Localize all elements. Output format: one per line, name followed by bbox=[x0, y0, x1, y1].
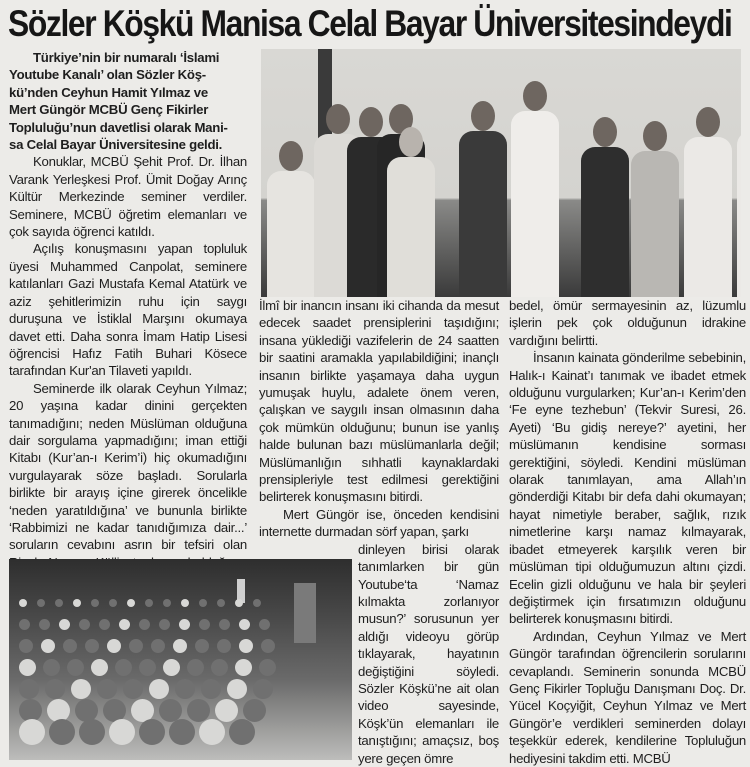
audience-member bbox=[195, 639, 209, 653]
audience-member bbox=[235, 599, 243, 607]
paragraph: Konuklar, MCBÜ Şehit Prof. Dr. İlhan Varank Yerleşkesi Prof. Ümit Doğay Arınç Kültür Merkezinde seminer verdiler. Seminere, MCBÜ öğretim elemanları ve çok sayıda öğrenci katıldı. bbox=[9, 154, 247, 240]
audience-member bbox=[229, 719, 255, 745]
lead-line: Mert Güngör MCBÜ Genç Fikirler bbox=[9, 102, 209, 118]
paragraph: Mert Güngör ise, önceden kendisini internette durmadan sörf yapan, şarkı bbox=[259, 506, 499, 540]
audience-member bbox=[109, 719, 135, 745]
audience-member bbox=[253, 599, 261, 607]
paragraph-wrapped: dinleyen birisi olarak tanımlarken bir gün Youtube‘ta ‘Namaz kılmakta zorlanıyor musun?’ sorusunun yer aldığı videoyu görüp tıklayarak, hayatının değiştiğini söyledi. Sözler Köşkü’ne ait olan video sayesinde, Köşk’ün elemanları ile tanıştığını; amaçsız, boş yere geçen ömre bbox=[358, 541, 499, 766]
person-silhouette bbox=[387, 157, 435, 297]
audience-member bbox=[145, 599, 153, 607]
person-silhouette bbox=[511, 111, 559, 297]
audience-member bbox=[163, 659, 180, 676]
person-head bbox=[696, 107, 720, 137]
audience-member bbox=[127, 599, 135, 607]
audience-member bbox=[139, 719, 165, 745]
audience-member bbox=[199, 619, 210, 630]
audience-member bbox=[85, 639, 99, 653]
audience-member bbox=[19, 619, 30, 630]
audience-member bbox=[179, 619, 190, 630]
audience-member bbox=[139, 659, 156, 676]
audience-member bbox=[19, 679, 39, 699]
paragraph: Açılış konuşmasını yapan topluluk üyesi Muhammed Canpolat, seminere katılanları Gazi Mustafa Kemal Atatürk ve aziz şehitlerimizin ruhu için saygı duruşuna ve İstiklal Marşını okumaya davet etti. Daha sonra İmam Hatip Lisesi öğrencisi Hafız Fatih Buhari Kösece tarafından Kur'an Tilaveti yapıldı. bbox=[9, 241, 247, 379]
person-head bbox=[399, 127, 423, 157]
audience-member bbox=[259, 619, 270, 630]
audience-member bbox=[19, 639, 33, 653]
paragraph: İlmî bir inancın insanı iki cihanda da mesut edecek saadet prensiplerini taşıdığını; insana yüklediği vazifelerin de 24 saatten bir saatini aramakla yapılabildiğini; inançlı insanın birlikte yaşamaya daha uygun yumuşak huylu, adalete önem veren, çalışkan ve saygılı insan olmasının daha çok mümkün olduğunu; bunun ise yanlış halde bulunan bazı müslümanlarla değil; Müslümanlığın sıhhatli kaynaklardaki prensipleriyle test edilmesi gerektiğini belirterek konuşmasını bitirdi. bbox=[259, 298, 499, 505]
person-head bbox=[326, 104, 350, 134]
headline: Sözler Köşkü Manisa Celal Bayar Üniversitesindeydi bbox=[8, 3, 732, 44]
audience-member bbox=[41, 639, 55, 653]
paragraph: İnsanın kainata gönderilme sebebinin, Halık-ı Kainat’ı tanımak ve ibadet etmek olduğunu vurgularken; Kur’an-ı Kerim’den ‘Fe eyne tezhebun’ (Tekvir Suresi, 26. Ayeti) ‘Bu gidiş nereye?’ ayetini, her müslümanın kendisine sorması gerektiğini, söyledi. Kendini müslüman olarak tanımlayan, ama Allah’ın gönderdiği Kitabı bir defa dahi okumayan; hayat nimetiyle beraber, sağlık, rızık nimetlerine karşı namaz kılmayarak, ibadet etmeyerek karşılık veren bir müslüman tipi olduğumuzun altını çizdi. Ecelin gizli olduğunu ve hala bir şeyleri değiştirmek için fırsatımızın olduğunu belirterek konuşmasını bitirdi. bbox=[509, 350, 746, 627]
audience-member bbox=[227, 679, 247, 699]
audience-member bbox=[199, 719, 225, 745]
lead-paragraph bbox=[9, 49, 247, 153]
audience-member bbox=[187, 699, 210, 722]
audience-member bbox=[173, 639, 187, 653]
audience-member bbox=[239, 619, 250, 630]
audience-member bbox=[201, 679, 221, 699]
person-silhouette bbox=[684, 137, 732, 297]
audience-member bbox=[159, 619, 170, 630]
audience-member bbox=[175, 679, 195, 699]
article-column-1 bbox=[9, 49, 247, 589]
person-head bbox=[359, 107, 383, 137]
audience-member bbox=[215, 699, 238, 722]
audience-member bbox=[45, 679, 65, 699]
article-column-3 bbox=[509, 297, 746, 767]
audience-member bbox=[253, 679, 273, 699]
person-head bbox=[643, 121, 667, 151]
audience-member bbox=[55, 599, 63, 607]
audience-member bbox=[211, 659, 228, 676]
audience-member bbox=[239, 639, 253, 653]
audience-member bbox=[37, 599, 45, 607]
audience-member bbox=[19, 719, 45, 745]
audience-member bbox=[97, 679, 117, 699]
audience-photo bbox=[9, 559, 352, 760]
person-silhouette bbox=[631, 151, 679, 297]
audience-member bbox=[115, 659, 132, 676]
lead-line: kü’nden Ceyhun Hamit Yılmaz ve bbox=[9, 84, 208, 100]
audience-member bbox=[163, 599, 171, 607]
person-head bbox=[593, 117, 617, 147]
audience-member bbox=[139, 619, 150, 630]
audience-member bbox=[217, 639, 231, 653]
lead-line: Türkiye’nin bir numaralı ‘İslami bbox=[33, 50, 220, 65]
audience-member bbox=[43, 659, 60, 676]
turkish-flag bbox=[294, 583, 316, 643]
lead-line: sa Celal Bayar Üniversitesine geldi. bbox=[9, 137, 223, 153]
audience-member bbox=[235, 659, 252, 676]
lead-line: Youtube Kanalı’ olan Sözler Köş- bbox=[9, 67, 206, 83]
audience-member bbox=[259, 659, 276, 676]
audience-member bbox=[261, 639, 275, 653]
audience-member bbox=[119, 619, 130, 630]
audience-member bbox=[187, 659, 204, 676]
audience-member bbox=[63, 639, 77, 653]
audience-member bbox=[99, 619, 110, 630]
audience-member bbox=[59, 619, 70, 630]
audience-member bbox=[169, 719, 195, 745]
audience-member bbox=[79, 719, 105, 745]
lead-line: Topluluğu’nun davetlisi olarak Mani- bbox=[9, 119, 228, 135]
person-silhouette bbox=[581, 147, 629, 297]
person-head bbox=[523, 81, 547, 111]
audience-member bbox=[71, 679, 91, 699]
audience-member bbox=[181, 599, 189, 607]
audience-member bbox=[73, 599, 81, 607]
audience-member bbox=[151, 639, 165, 653]
paragraph: Seminerde ilk olarak Ceyhun Yılmaz; 20 yaşına kadar dinini gerçekten tanımadığını; neden Müslüman olduğuna dair sorgulama yapmadığını; iman ettiği Kitabı (Kur’an-ı Kerim’i) hiç okumadığını vurgulayarak söze başladı. Sorularla birlikte bir arayış içine girerek öncelikle ‘neden yaratıldığına’ ve bununla birlikte ‘Rabbimizi ne kadar tanıdığımıza dair...’ soruların cevabını asrın bir tefsiri olan bbox=[9, 380, 247, 553]
person-silhouette bbox=[737, 131, 741, 297]
audience-member bbox=[129, 639, 143, 653]
audience-member bbox=[91, 659, 108, 676]
audience-member bbox=[79, 619, 90, 630]
paragraph: Ardından, Ceyhun Yılmaz ve Mert Güngör tarafından öğrencilerin sorularını cevaplandı. Seminerin sonunda MCBÜ Genç Fikirler Topluğu Danışmanı Doç. Dr. Yücel Koçyiğit, Ceyhun Yılmaz ve Mert Güngör’e verdikleri seminerden dolayı teşekkür ederek, kendilerine Topluluğun hediyesini takdim etti. MCBÜ bbox=[509, 628, 746, 766]
audience-member bbox=[243, 699, 266, 722]
person-head bbox=[279, 141, 303, 171]
person-silhouette bbox=[267, 171, 315, 297]
group-photo bbox=[261, 49, 741, 297]
audience-member bbox=[219, 619, 230, 630]
audience-member bbox=[67, 659, 84, 676]
paragraph: bedel, ömür sermayesinin az, lüzumlu işlerin pek çok olduğunun idrakine vardığını belirtti. bbox=[509, 298, 746, 348]
audience-member bbox=[217, 599, 225, 607]
audience-member bbox=[19, 659, 36, 676]
audience-member bbox=[123, 679, 143, 699]
person-silhouette bbox=[459, 131, 507, 297]
audience-member bbox=[149, 679, 169, 699]
audience-member bbox=[19, 599, 27, 607]
audience-member bbox=[39, 619, 50, 630]
audience-member bbox=[109, 599, 117, 607]
audience-member bbox=[107, 639, 121, 653]
person-head bbox=[471, 101, 495, 131]
audience-member bbox=[199, 599, 207, 607]
audience-member bbox=[49, 719, 75, 745]
audience-member bbox=[91, 599, 99, 607]
